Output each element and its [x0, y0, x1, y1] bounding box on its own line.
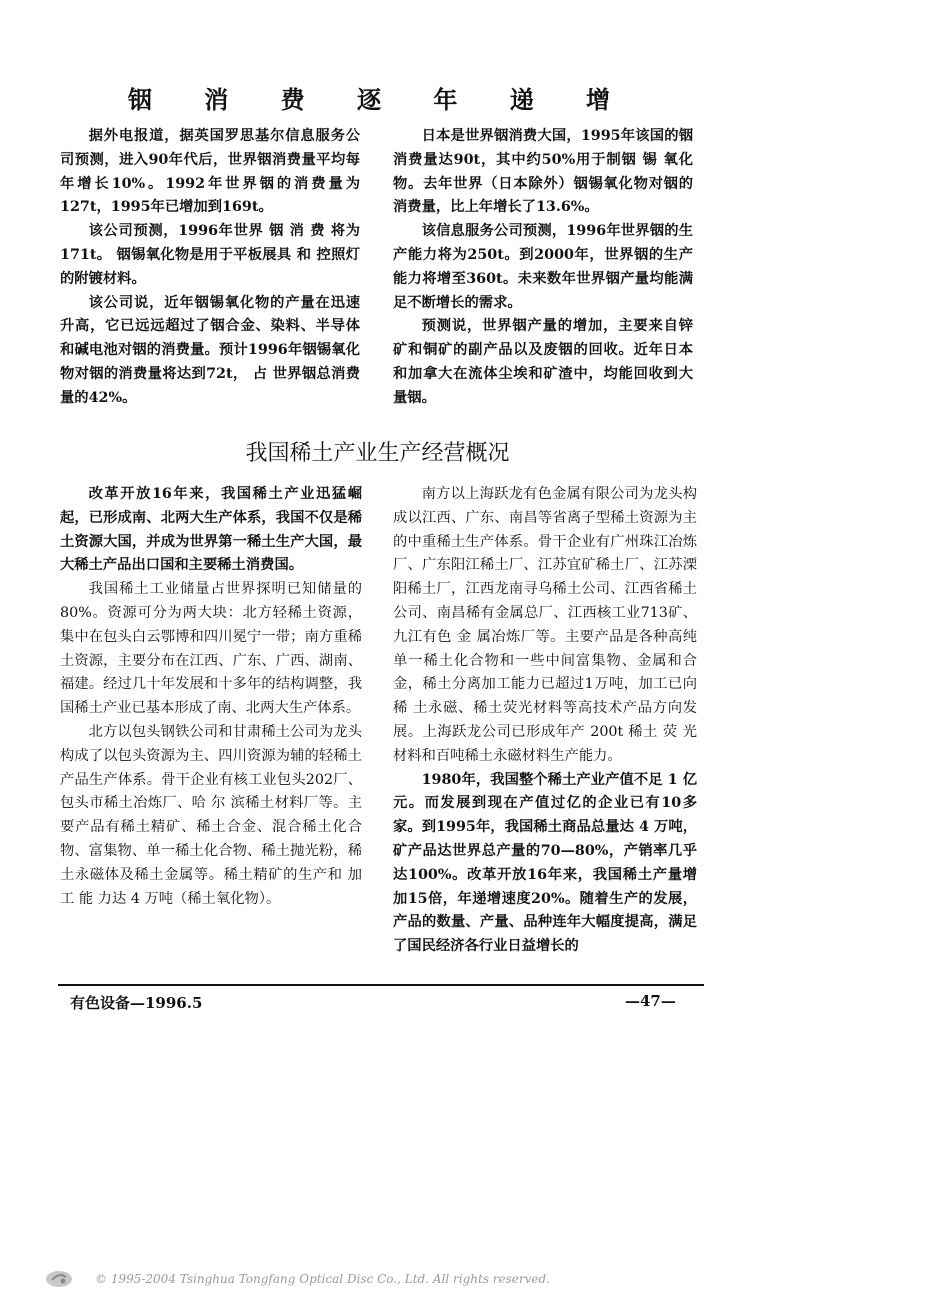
paragraph: 1980年，我国整个稀土产业产值不足 1 亿元。而发展到现在产值过亿的企业已有10多家。到1995年，我国稀土商品总量达 4 万吨，矿产品达世界总产量的70—80%，产销率几乎达100%。改革开放16年来，我国稀土产量增加15倍，年递增速度20%。随着生产的发展，产品的数量、产量、品种连年大幅度提高，满足了国民经济各行业日益增长的 — [393, 771, 697, 955]
footer-divider — [58, 984, 704, 986]
copyright-notice: © 1995-2004 Tsinghua Tongfang Optical Disc Co., Ltd. All rights reserved. — [95, 1272, 550, 1286]
article1-title: 铟 消 费 逐 年 递 增 — [127, 86, 633, 114]
cnki-logo-icon — [44, 1268, 74, 1290]
paragraph: 该公司说，近年铟锡氧化物的产量在迅速升高，它已远远超过了铟合金、染料、半导体和碱电池对铟的消费量。预计1996年铟锡氧化物对铟的消费量将达到72t， 占 世界铟总消费量的42%。 — [60, 294, 360, 406]
paragraph: 该信息服务公司预测，1996年世界铟的生产能力将为250t。到2000年，世界铟的生产能力将增至360t。未来数年世界铟产量均能满足不断增长的需求。 — [393, 223, 693, 311]
paragraph: 改革开放16年来，我国稀土产业迅猛崛起，已形成南、北两大生产体系，我国不仅是稀土资源大国，并成为世界第一稀土生产大国，最大稀土产品出口国和主要稀土消费国。 — [60, 486, 362, 574]
paragraph: 北方以包头钢铁公司和甘肃稀土公司为龙头构成了以包头资源为主、四川资源为辅的轻稀土产品生产体系。骨干企业有核工业包头202厂、包头市稀土冶炼厂、哈 尔 滨稀土材料厂等。主要产品有稀土精矿、稀土合金、混合稀土化合物、富集物、单一稀土化合物、稀土抛光粉，稀土永磁体及稀土金属等。稀土精矿的生产和 加 工 能 力达 4 万吨（稀土氧化物）。 — [60, 723, 362, 907]
article2-left-column — [60, 483, 362, 911]
paragraph: 该公司预测，1996年世界 铟 消 费 将为171t。 铟锡氧化物是用于平板展具 和 控照灯的附镀材料。 — [60, 223, 360, 287]
article1-left-column — [60, 125, 360, 411]
paragraph: 南方以上海跃龙有色金属有限公司为龙头构成以江西、广东、南昌等省离子型稀土资源为主的中重稀土生产体系。骨干企业有广州珠江冶炼厂、广东阳江稀土厂、江苏宜矿稀土厂、江苏溧阳稀土厂，江西龙南寻乌稀土公司、江西省稀土公司、南昌稀有金属总厂、江西核工业713矿、九江有色 金 属冶炼厂等。主要产品是各种高纯单一稀土化合物和一些中间富集物、金属和合金，稀土分离加工能力已超过1万吨，加工已向 稀 土永磁、稀土荧光材料等高技术产品方向发展。上海跃龙公司已形成年产 200t 稀土 荧 光材料和百吨稀土永磁材料生产能力。 — [393, 486, 697, 764]
paragraph: 我国稀土工业储量占世界探明已知储量的80%。资源可分为两大块：北方轻稀土资源，集中在包头白云鄂博和四川冕宁一带；南方重稀土资源，主要分布在江西、广东、广西、湖南、福建。经过几十年发展和十多年的结构调整，我国稀土产业已基本形成了南、北两大生产体系。 — [60, 581, 362, 717]
article2-right-column — [393, 483, 697, 959]
journal-issue: 有色设备—1996.5 — [70, 994, 203, 1012]
paragraph: 预测说，世界铟产量的增加，主要来自锌矿和铜矿的副产品以及废铟的回收。近年日本和加拿大在流体尘埃和矿渣中，均能回收到大量铟。 — [393, 318, 693, 406]
page-number: —47— — [625, 992, 676, 1010]
paragraph: 据外电报道，据英国罗思基尔信息服务公司预测，进入90年代后，世界铟消费量平均每年增长10%。1992年世界铟的消费量为127t，1995年已增加到169t。 — [60, 128, 360, 216]
article2-title: 我国稀土产业生产经营概况 — [245, 441, 510, 466]
article1-right-column — [393, 125, 693, 411]
paragraph: 日本是世界铟消费大国，1995年该国的铟消费量达90t，其中约50%用于制铟 锡 氧化物。去年世界（日本除外）铟锡氧化物对铟的消费量，比上年增长了13.6%。 — [393, 128, 693, 216]
